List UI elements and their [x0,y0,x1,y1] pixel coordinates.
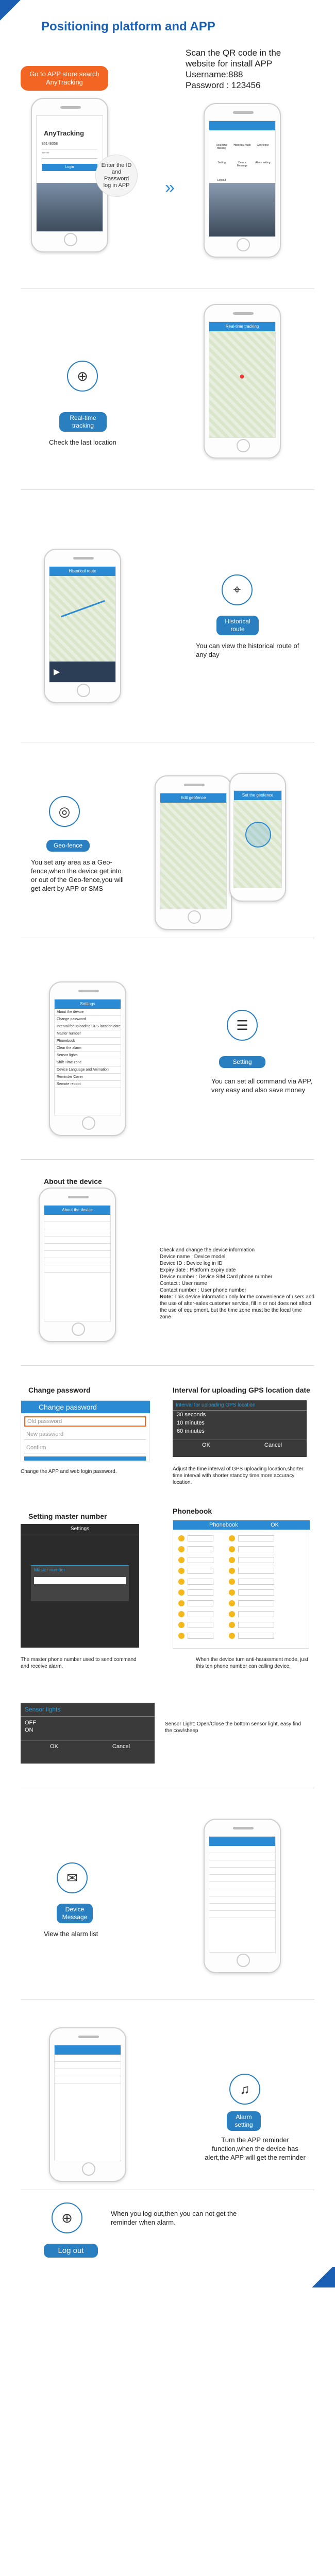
phonebook-bar [173,1520,310,1530]
alarm-badge: Alarm setting [227,2111,261,2131]
setting-screen [54,999,121,1115]
number-input[interactable] [238,1589,274,1596]
master-caption: The master phone number used to send command and receive alarm. [21,1657,137,1669]
menu-item[interactable]: Alarm setting [255,161,271,164]
contact-icon [178,1622,185,1628]
number-input[interactable] [238,1568,274,1574]
bell-icon: ♫ [240,2081,250,2097]
phonebook-entry[interactable] [178,1619,274,1630]
phonebook-title: Phonebook [209,1522,238,1528]
setting-badge: Setting [219,1056,265,1068]
app-logo: AnyTracking [44,129,85,137]
fence-circle [245,822,271,848]
phone-icon [229,1600,235,1606]
contact-icon [178,1633,185,1639]
username-field[interactable]: 86148058 [42,142,97,149]
arrow-right-icon: » [165,178,175,197]
phone-icon [229,1568,235,1574]
phone-icon [229,1535,235,1541]
sensor-caption: Sensor Light: Open/Close the bottom sensor light, easy find the cow/sheep [165,1721,301,1734]
scan-line: Password : 123456 [186,80,261,90]
message-circle [57,1862,88,1893]
name-input[interactable] [188,1611,213,1617]
logout-caption: When you log out,then you can not get the reminder when alarm. [111,2210,237,2226]
phonebook-entry[interactable] [178,1608,274,1619]
setting-row[interactable]: Shift Time zone [55,1059,121,1066]
master-screen-title: Settings [21,1524,139,1534]
fence-target-icon: ◎ [58,803,71,819]
menu-screen [209,121,276,237]
message-caption: View the alarm list [44,1930,98,1938]
sensor-ok-button[interactable]: OK [50,1743,58,1750]
menu-item[interactable]: Setting [217,161,226,164]
old-password-field[interactable]: Old password [24,1416,146,1427]
setting-row[interactable]: Clear the alarm [55,1045,121,1052]
envelope-icon: ✉ [66,1870,78,1886]
setting-row[interactable]: Master number [55,1030,121,1038]
phonebook-entry[interactable] [178,1576,274,1587]
menu-item[interactable]: Device Message [237,161,248,167]
sensor-dialog [21,1703,155,1764]
contact-icon [178,1557,185,1563]
screen-title: Real-time tracking [209,322,275,331]
name-input[interactable] [188,1568,213,1574]
geofence-circle [49,796,80,827]
history-phone [44,549,121,703]
alarm-caption: Turn the APP reminder function,when the device has alert,the APP will get the reminder [205,2136,306,2161]
message-phone [204,1819,281,1973]
footer-accent [309,2267,335,2287]
sensor-option[interactable]: ON [25,1727,34,1733]
logout-button[interactable]: Log out [44,2244,98,2258]
setting-row[interactable]: Device Language and Animation [55,1066,121,1074]
interval-dialog-title: Interval for uploading GPS location [173,1400,307,1411]
phone-icon [229,1633,235,1639]
about-note-label: Note: [160,1294,173,1300]
phonebook-entry[interactable] [178,1554,274,1565]
alarm-circle [229,2074,260,2105]
setting-phone [49,981,126,1136]
phonebook-entry[interactable] [178,1533,274,1544]
contact-icon [178,1535,185,1541]
play-icon[interactable]: ▶ [54,668,60,676]
submit-button[interactable] [24,1456,146,1461]
about-phone [39,1188,116,1342]
geofence-badge: Geo-fence [46,840,90,852]
phonebook-panel [173,1520,309,1649]
realtime-badge: Real-time tracking [59,412,107,432]
phonebook-entry[interactable] [178,1598,274,1608]
interval-dialog [173,1400,307,1457]
master-number-input[interactable] [34,1577,126,1584]
screen-title: Historical route [49,567,115,576]
login-button[interactable]: Login [42,164,97,171]
scan-line: Username:888 [186,70,243,79]
menu-item[interactable]: Real-time tracking [216,144,227,150]
new-password-field[interactable]: New password [24,1430,146,1440]
sliders-icon: ☰ [236,1017,248,1033]
name-input[interactable] [188,1557,213,1563]
contact-icon [178,1600,185,1606]
master-dialog-title: Master number [34,1567,65,1572]
phonebook-ok-button[interactable]: OK [271,1522,279,1528]
logout-circle [52,2202,82,2233]
setting-row[interactable]: Reminder Cover [55,1074,121,1081]
location-pin-icon: ● [239,371,245,381]
interval-cancel-button[interactable]: Cancel [264,1442,282,1448]
realtime-phone [204,304,281,459]
interval-ok-button[interactable]: OK [202,1442,210,1448]
number-input[interactable] [238,1633,274,1639]
store-badge-text: Go to APP store search AnyTracking [29,70,99,86]
map-pin-icon: ⌖ [233,582,241,597]
phonebook-entry[interactable] [178,1630,274,1641]
name-input[interactable] [188,1600,213,1606]
setting-row[interactable]: Remote reboot [55,1081,121,1088]
setting-circle [227,1010,258,1041]
store-badge[interactable] [21,66,108,91]
setting-row[interactable]: Interval for uploading GPS location date [55,1023,121,1030]
phone-icon [229,1622,235,1628]
master-dialog [31,1565,129,1601]
number-input[interactable] [238,1622,274,1628]
enter-note-text: Enter the ID and Password log in APP [101,162,132,189]
confirm-password-field[interactable]: Confirm [24,1443,146,1453]
header-accent [0,0,21,21]
phonebook-caption: When the device turn anti-harassment mode, just this ten phone number can calling device. [196,1657,308,1669]
phone-icon [229,1557,235,1563]
about-line: Device number : Device SIM Card phone number [160,1274,273,1280]
interval-option[interactable]: 30 seconds [177,1412,206,1418]
about-line: Check and change the device information [160,1247,255,1253]
phone-icon [229,1579,235,1585]
phonebook-entry[interactable] [178,1565,274,1576]
number-input[interactable] [238,1557,274,1563]
master-heading: Setting master number [28,1512,107,1520]
menu-item[interactable]: Log out [217,179,226,182]
name-input[interactable] [188,1589,213,1596]
realtime-caption: Check the last location [49,438,116,446]
master-screen [21,1524,139,1648]
about-description [160,1247,314,1320]
about-line: Expiry date : Platform expiry date [160,1267,236,1273]
contact-icon [178,1568,185,1574]
realtime-screen [209,321,276,438]
login-screen [36,115,103,232]
setting-row[interactable]: Change password [55,1016,121,1023]
contact-icon [178,1589,185,1596]
screen-title: Edit geofence [160,793,226,803]
name-input[interactable] [188,1535,213,1541]
alarm-phone [49,2027,126,2182]
setting-row[interactable]: Phonebook [55,1038,121,1045]
message-badge: Device Message [57,1904,93,1923]
phone-icon [229,1589,235,1596]
password-field[interactable]: •••••• [42,151,97,159]
change-password-caption: Change the APP and web login password. [21,1469,117,1475]
phonebook-entry[interactable] [178,1544,274,1554]
setting-row[interactable]: Sensor lights [55,1052,121,1059]
phonebook-heading: Phonebook [173,1507,212,1515]
sensor-cancel-button[interactable]: Cancel [112,1743,130,1750]
crosshair-icon: ⊕ [77,368,88,384]
about-line: Contact : User name [160,1281,207,1286]
geofence-phone-back [155,775,232,930]
menu-phone [204,103,281,258]
about-line: Device ID : Device log in ID [160,1261,223,1266]
screen-title: Settings [55,999,121,1009]
menu-item[interactable]: Historical route [233,144,251,147]
about-line: Contact number : User phone number [160,1287,246,1293]
sensor-dialog-title: Sensor lights [21,1703,155,1717]
name-input[interactable] [188,1546,213,1552]
power-crosshair-icon: ⊕ [61,2210,73,2226]
about-line: Device name : Device model [160,1254,226,1260]
name-input[interactable] [188,1622,213,1628]
phone-icon [229,1611,235,1617]
phone-icon [229,1546,235,1552]
about-note-text: This device information only for the convenience of users and the use of after-sales customer service, fill in or not does not affect the use of equipment, but the time zone must be the local time zone [160,1294,314,1320]
interval-option[interactable]: 10 minutes [177,1420,205,1426]
sensor-option[interactable]: OFF [25,1720,36,1726]
interval-option[interactable]: 60 minutes [177,1428,205,1434]
contact-icon [178,1611,185,1617]
number-input[interactable] [238,1600,274,1606]
number-input[interactable] [238,1611,274,1617]
history-screen [49,566,116,683]
history-badge: Historical route [216,616,259,635]
screen-title: About the device [44,1206,110,1215]
setting-caption: You can set all command via APP, very easy and also save money [211,1077,312,1094]
name-input[interactable] [188,1579,213,1585]
realtime-circle [67,361,98,392]
enter-note-bubble [95,155,138,197]
number-input[interactable] [238,1579,274,1585]
setting-row[interactable]: About the device [55,1009,121,1016]
scan-line: Scan the QR code in the [186,48,281,58]
scan-line: website for install APP [186,59,273,69]
geofence-phone-front [229,773,286,902]
scan-instructions [186,47,281,91]
contact-icon [178,1546,185,1552]
number-input[interactable] [238,1535,274,1541]
screen-title: Set the geofence [234,791,281,800]
number-input[interactable] [238,1546,274,1552]
change-password-heading: Change password [28,1386,91,1394]
name-input[interactable] [188,1633,213,1639]
change-password-panel [21,1400,149,1462]
about-heading: About the device [44,1177,102,1185]
interval-heading: Interval for uploading GPS location date [173,1386,310,1394]
history-caption: You can view the historical route of any day [196,642,299,658]
interval-caption: Adjust the time interval of GPS uploading location,shorter time interval with shorter standby time,more accuracy location. [173,1466,304,1485]
menu-item[interactable]: Geo-fence [257,144,269,147]
phonebook-entry[interactable] [178,1587,274,1598]
geofence-caption: You set any area as a Geo-fence,when the device get into or out of the Geo-fence,you will get alert by APP or SMS [31,858,124,892]
phonebook-rows [178,1533,274,1641]
page-title: Positioning platform and APP [41,20,215,33]
contact-icon [178,1579,185,1585]
change-password-bar: Change password [21,1401,150,1413]
history-circle [222,574,253,605]
